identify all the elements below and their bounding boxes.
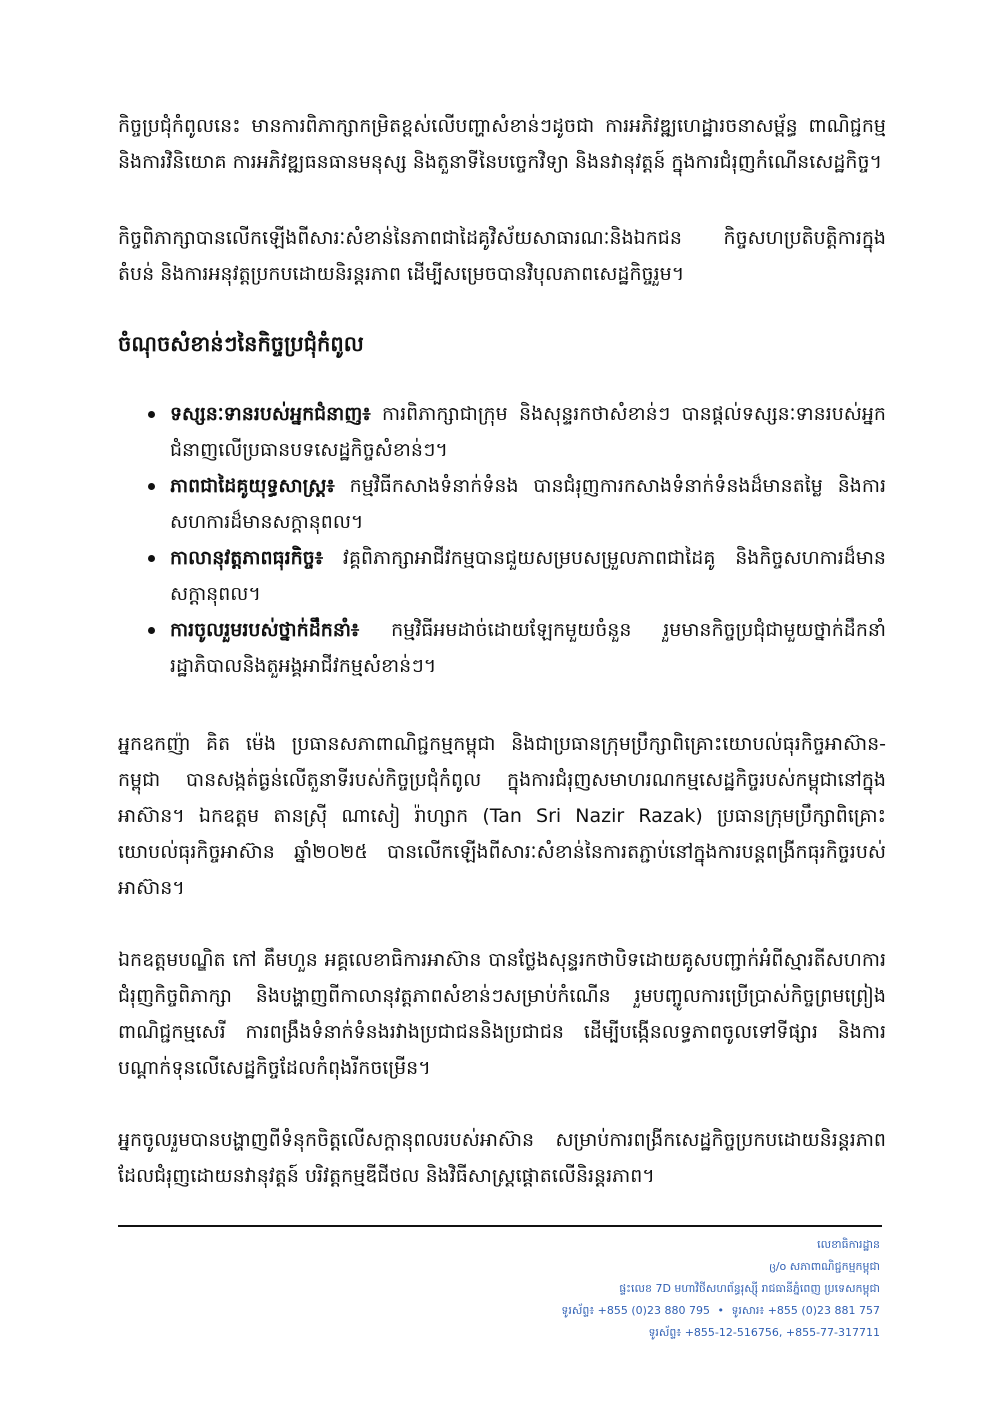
phone-label: ទូរស័ព្ទ៖ [561, 1304, 595, 1317]
intro-paragraph-1: កិច្ចប្រជុំកំពូលនេះ មានការពិភាក្សាកម្រិតខ្ពស់លើបញ្ហាសំខាន់ៗដូចជា ការអភិវឌ្ឍហេដ្ឋារចនាសម្ព័ន្ធ ពាណិជ្ជកម្មនិងការវិនិយោគ ការអភិវឌ្ឍធនធានមនុស្ស និងតួនាទីនៃបច្ចេកវិទ្យា និងនវានុវត្តន៍ ក្នុងការជំរុញកំណើនសេដ្ឋកិច្ច។ [118, 115, 886, 173]
footer-divider [118, 1225, 882, 1227]
footer-contact [240, 1234, 880, 1344]
fax-label: ទូរសារ៖ [731, 1304, 765, 1317]
document-body [118, 108, 886, 1194]
highlights-list [118, 396, 886, 684]
body-paragraph-5: អ្នកចូលរួមបានបង្ហាញពីទំនុកចិត្តលើសក្តានុពលរបស់អាស៊ាន សម្រាប់ការពង្រីកសេដ្ឋកិច្ចប្រកបដោយនិរន្តរភាព ដែលជំរុញដោយនវានុវត្តន៍ បរិវត្តកម្មឌីជីថល និងវិធីសាស្ត្រផ្តោតលើនិរន្តរភាព។ [118, 1129, 886, 1187]
body-paragraph-4: ឯកឧត្តមបណ្ឌិត កៅ គឹមហួន អគ្គលេខាធិការអាស៊ាន បានថ្លែងសុន្ទរកថាបិទដោយគូសបញ្ជាក់អំពីស្មារតីសហការជំរុញកិច្ចពិភាក្សា និងបង្ហាញពីកាលានុវត្តភាពសំខាន់ៗសម្រាប់កំណើន រួមបញ្ចូលការប្រើប្រាស់កិច្ចព្រមព្រៀងពាណិជ្ជកម្មសេរី ការពង្រឹងទំនាក់ទំនងរវាងប្រជាជននិងប្រជាជន ដើម្បីបង្កើនលទ្ធភាពចូលទៅទីផ្សារ និងការបណ្តាក់ទុនលើសេដ្ឋកិច្ចដែលកំពុងរីកចម្រើន។ [118, 949, 886, 1079]
footer-organization: ც/o សភាពាណិជ្ជកម្មកម្ពុជា [769, 1260, 880, 1273]
mobile-label: ទូរស័ព្ទ៖ [648, 1326, 682, 1339]
intro-paragraph-2: កិច្ចពិភាក្សាបានលើកឡើងពីសារៈសំខាន់នៃភាពជាដៃគូវិស័យសាធារណៈនិងឯកជន កិច្ចសហប្រតិបត្តិការក្នុងតំបន់ និងការអនុវត្តប្រកបដោយនិរន្តរភាព ដើម្បីសម្រេចបានវិបុលភាពសេដ្ឋកិច្ចរួម។ [118, 227, 886, 285]
footer-office: លេខាធិការដ្ឋាន [817, 1238, 880, 1251]
list-item-text: កម្មវិធីកសាងទំនាក់ទំនង បានជំរុញការកសាងទំនាក់ទំនងដ៏មានតម្លៃ និងការសហការដ៏មានសក្តានុពល។ [170, 475, 886, 533]
bullet-icon [148, 555, 155, 562]
separator-icon: • [717, 1304, 724, 1317]
list-item-text: វគ្គពិភាក្សាអាជីវកម្មបានជួយសម្របសម្រួលភាពជាដៃគូ និងកិច្ចសហការដ៏មានសក្តានុពល។ [170, 547, 886, 605]
list-item [148, 396, 886, 468]
footer-mobile [240, 1322, 880, 1344]
footer-phone-fax [240, 1300, 880, 1322]
list-item-title: ភាពជាដៃគូយុទ្ធសាស្ត្រ៖ [170, 475, 335, 497]
footer-address: ផ្ទះលេខ 7D មហាវិថីសហព័ន្ធរុស្ស៊ី រាជធានីភ្នំពេញ ប្រទេសកម្ពុជា [619, 1282, 880, 1295]
bullet-icon [148, 483, 155, 490]
fax-number: +855 (0)23 881 757 [767, 1304, 880, 1317]
list-item-text: ការពិភាក្សាជាក្រុម និងសុន្ទរកថាសំខាន់ៗ បានផ្តល់ទស្សនៈទានរបស់អ្នកជំនាញលើប្រធានបទសេដ្ឋកិច្ចសំខាន់ៗ។ [170, 403, 886, 461]
list-item [148, 468, 886, 540]
bullet-icon [148, 627, 155, 634]
body-paragraph-3: អ្នកឧកញ៉ា គិត ម៉េង ប្រធានសភាពាណិជ្ជកម្មកម្ពុជា និងជាប្រធានក្រុមប្រឹក្សាពិគ្រោះយោបល់ធុរកិច្ចអាស៊ាន-កម្ពុជា បានសង្កត់ធ្ងន់លើតួនាទីរបស់កិច្ចប្រជុំកំពូល ក្នុងការជំរុញសមាហរណកម្មសេដ្ឋកិច្ចរបស់កម្ពុជានៅក្នុងអាស៊ាន។ ឯកឧត្តម តានស្រ៊ី ណាសៀ រ៉ាហ្សាក (Tan Sri Nazir Razak) ប្រធានក្រុមប្រឹក្សាពិគ្រោះយោបល់ធុរកិច្ចអាស៊ាន ឆ្នាំ២០២៥ បានលើកឡើងពីសារៈសំខាន់នៃការតភ្ជាប់នៅក្នុងការបន្តពង្រីកធុរកិច្ចរបស់អាស៊ាន។ [118, 733, 886, 899]
highlights-heading: ចំណុចសំខាន់ៗនៃកិច្ចប្រជុំកំពូល [118, 332, 364, 356]
list-item-text: កម្មវិធីអមដាច់ដោយឡែកមួយចំនួន រួមមានកិច្ចប្រជុំជាមួយថ្នាក់ដឹកនាំរដ្ឋាភិបាលនិងតួអង្គអាជីវកម្មសំខាន់ៗ។ [170, 619, 886, 677]
mobile-number: +855-12-516756, +855-77-317711 [684, 1326, 880, 1339]
list-item-title: ការចូលរួមរបស់ថ្នាក់ដឹកនាំ៖ [170, 619, 360, 641]
list-item [148, 612, 886, 684]
list-item-title: ទស្សនៈទានរបស់អ្នកជំនាញ៖ [170, 403, 371, 425]
phone-number: +855 (0)23 880 795 [597, 1304, 710, 1317]
list-item-title: កាលានុវត្តភាពធុរកិច្ច៖ [170, 547, 324, 569]
bullet-icon [148, 411, 155, 418]
list-item [148, 540, 886, 612]
